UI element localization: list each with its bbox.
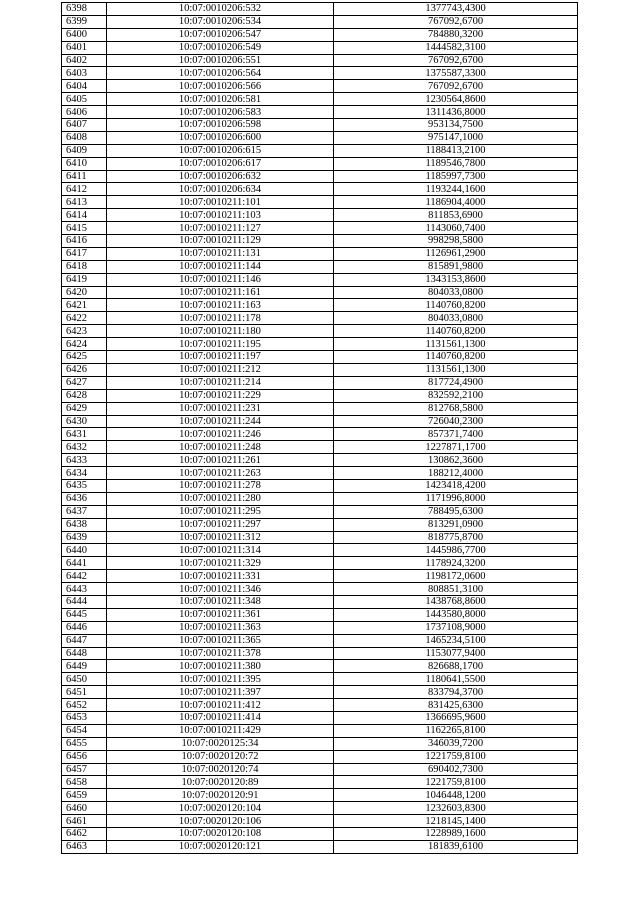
value-cell: 1140760,8200 [334, 325, 578, 338]
value-cell: 808851,3100 [334, 583, 578, 596]
value-cell: 181839,6100 [334, 840, 578, 853]
value-cell: 1443580,8000 [334, 608, 578, 621]
value-cell: 767092,6700 [334, 15, 578, 28]
row-number-cell: 6399 [62, 15, 107, 28]
cadastral-number-cell: 10:07:0010211:412 [107, 699, 334, 712]
cadastral-number-cell: 10:07:0010211:378 [107, 647, 334, 660]
row-number-cell: 6415 [62, 222, 107, 235]
cadastral-number-cell: 10:07:0010206:615 [107, 144, 334, 157]
cadastral-number-cell: 10:07:0010211:178 [107, 312, 334, 325]
table-row [62, 570, 578, 583]
cadastral-number-cell: 10:07:0010206:566 [107, 80, 334, 93]
cadastral-number-cell: 10:07:0010211:261 [107, 454, 334, 467]
cadastral-number-cell: 10:07:0010206:600 [107, 131, 334, 144]
value-cell: 767092,6700 [334, 80, 578, 93]
value-cell: 813291,0900 [334, 518, 578, 531]
table-row [62, 660, 578, 673]
value-cell: 1221759,8100 [334, 776, 578, 789]
value-cell: 130862,3600 [334, 454, 578, 467]
table-row [62, 583, 578, 596]
row-number-cell: 6423 [62, 325, 107, 338]
row-number-cell: 6410 [62, 157, 107, 170]
cadastral-number-cell: 10:07:0020120:91 [107, 789, 334, 802]
value-cell: 1180641,5500 [334, 673, 578, 686]
cadastral-number-cell: 10:07:0020120:104 [107, 802, 334, 815]
cadastral-number-cell: 10:07:0010206:547 [107, 28, 334, 41]
cadastral-number-cell: 10:07:0010211:229 [107, 389, 334, 402]
row-number-cell: 6436 [62, 492, 107, 505]
value-cell: 1131561,1300 [334, 338, 578, 351]
table-row [62, 724, 578, 737]
row-number-cell: 6445 [62, 608, 107, 621]
table-row [62, 183, 578, 196]
row-number-cell: 6402 [62, 54, 107, 67]
row-number-cell: 6435 [62, 479, 107, 492]
cadastral-number-cell: 10:07:0010206:581 [107, 93, 334, 106]
cadastral-number-cell: 10:07:0010211:246 [107, 428, 334, 441]
cadastral-number-cell: 10:07:0010206:598 [107, 119, 334, 132]
value-cell: 826688,1700 [334, 660, 578, 673]
table-row [62, 479, 578, 492]
row-number-cell: 6400 [62, 28, 107, 41]
cadastral-number-cell: 10:07:0010211:144 [107, 260, 334, 273]
value-cell: 1465234,5100 [334, 634, 578, 647]
value-cell: 804033,0800 [334, 312, 578, 325]
cadastral-number-cell: 10:07:0010211:248 [107, 441, 334, 454]
row-number-cell: 6455 [62, 737, 107, 750]
cadastral-number-cell: 10:07:0020120:121 [107, 840, 334, 853]
row-number-cell: 6450 [62, 673, 107, 686]
row-number-cell: 6448 [62, 647, 107, 660]
row-number-cell: 6442 [62, 570, 107, 583]
row-number-cell: 6405 [62, 93, 107, 106]
table-row [62, 492, 578, 505]
cadastral-number-cell: 10:07:0010211:397 [107, 686, 334, 699]
value-cell: 1153077,9400 [334, 647, 578, 660]
value-cell: 1375587,3300 [334, 67, 578, 80]
cadastral-number-cell: 10:07:0010211:163 [107, 299, 334, 312]
row-number-cell: 6432 [62, 441, 107, 454]
row-number-cell: 6412 [62, 183, 107, 196]
value-cell: 975147,1000 [334, 131, 578, 144]
table-row [62, 106, 578, 119]
cadastral-number-cell: 10:07:0020120:72 [107, 750, 334, 763]
value-cell: 1221759,8100 [334, 750, 578, 763]
cadastral-number-cell: 10:07:0010211:414 [107, 711, 334, 724]
cadastral-number-cell: 10:07:0010211:131 [107, 247, 334, 260]
row-number-cell: 6429 [62, 402, 107, 415]
value-cell: 1230564,8600 [334, 93, 578, 106]
cadastral-number-cell: 10:07:0010211:129 [107, 235, 334, 248]
table-row [62, 505, 578, 518]
row-number-cell: 6404 [62, 80, 107, 93]
row-number-cell: 6447 [62, 634, 107, 647]
table-row [62, 3, 578, 16]
row-number-cell: 6406 [62, 106, 107, 119]
value-cell: 784880,3200 [334, 28, 578, 41]
value-cell: 1343153,8600 [334, 273, 578, 286]
cadastral-number-cell: 10:07:0010211:331 [107, 570, 334, 583]
table-row [62, 157, 578, 170]
table-row [62, 15, 578, 28]
row-number-cell: 6431 [62, 428, 107, 441]
table-row [62, 776, 578, 789]
value-cell: 1445986,7700 [334, 544, 578, 557]
table-row [62, 299, 578, 312]
cadastral-number-cell: 10:07:0010211:278 [107, 479, 334, 492]
row-number-cell: 6451 [62, 686, 107, 699]
table-row [62, 763, 578, 776]
row-number-cell: 6443 [62, 583, 107, 596]
row-number-cell: 6407 [62, 119, 107, 132]
row-number-cell: 6463 [62, 840, 107, 853]
row-number-cell: 6427 [62, 376, 107, 389]
value-cell: 1143060,7400 [334, 222, 578, 235]
value-cell: 1227871,1700 [334, 441, 578, 454]
row-number-cell: 6425 [62, 351, 107, 364]
table-row [62, 531, 578, 544]
table-row [62, 338, 578, 351]
cadastral-number-cell: 10:07:0010211:395 [107, 673, 334, 686]
cadastral-number-cell: 10:07:0010206:551 [107, 54, 334, 67]
value-cell: 811853,6900 [334, 209, 578, 222]
table-row [62, 518, 578, 531]
value-cell: 1198172,0600 [334, 570, 578, 583]
row-number-cell: 6438 [62, 518, 107, 531]
table-row [62, 286, 578, 299]
value-cell: 857371,7400 [334, 428, 578, 441]
table-row [62, 28, 578, 41]
table-row [62, 54, 578, 67]
table-row [62, 544, 578, 557]
row-number-cell: 6433 [62, 454, 107, 467]
row-number-cell: 6449 [62, 660, 107, 673]
row-number-cell: 6454 [62, 724, 107, 737]
value-cell: 998298,5800 [334, 235, 578, 248]
table-row [62, 711, 578, 724]
cadastral-number-cell: 10:07:0010211:263 [107, 467, 334, 480]
cadastral-number-cell: 10:07:0010211:231 [107, 402, 334, 415]
row-number-cell: 6459 [62, 789, 107, 802]
value-cell: 1377743,4300 [334, 3, 578, 16]
row-number-cell: 6422 [62, 312, 107, 325]
cadastral-number-cell: 10:07:0010211:212 [107, 363, 334, 376]
value-cell: 1228989,1600 [334, 828, 578, 841]
row-number-cell: 6457 [62, 763, 107, 776]
value-cell: 1444582,3100 [334, 41, 578, 54]
table-row [62, 802, 578, 815]
row-number-cell: 6456 [62, 750, 107, 763]
table-row [62, 815, 578, 828]
table-row [62, 686, 578, 699]
table-row [62, 789, 578, 802]
row-number-cell: 6428 [62, 389, 107, 402]
table-row [62, 41, 578, 54]
cadastral-number-cell: 10:07:0010206:549 [107, 41, 334, 54]
row-number-cell: 6452 [62, 699, 107, 712]
cadastral-number-cell: 10:07:0020120:74 [107, 763, 334, 776]
table-body [62, 3, 578, 854]
cadastral-number-cell: 10:07:0010211:197 [107, 351, 334, 364]
cadastral-number-cell: 10:07:0020120:106 [107, 815, 334, 828]
table-row [62, 415, 578, 428]
row-number-cell: 6413 [62, 196, 107, 209]
value-cell: 1189546,7800 [334, 157, 578, 170]
row-number-cell: 6461 [62, 815, 107, 828]
table-row [62, 119, 578, 132]
table-row [62, 144, 578, 157]
cadastral-number-cell: 10:07:0010211:295 [107, 505, 334, 518]
table-row [62, 67, 578, 80]
row-number-cell: 6426 [62, 363, 107, 376]
value-cell: 1140760,8200 [334, 299, 578, 312]
value-cell: 346039,7200 [334, 737, 578, 750]
cadastral-value-table [61, 2, 578, 854]
cadastral-number-cell: 10:07:0010211:101 [107, 196, 334, 209]
table-row [62, 363, 578, 376]
table-row [62, 402, 578, 415]
row-number-cell: 6417 [62, 247, 107, 260]
row-number-cell: 6424 [62, 338, 107, 351]
row-number-cell: 6421 [62, 299, 107, 312]
row-number-cell: 6439 [62, 531, 107, 544]
cadastral-number-cell: 10:07:0010211:195 [107, 338, 334, 351]
value-cell: 1131561,1300 [334, 363, 578, 376]
cadastral-number-cell: 10:07:0010211:363 [107, 621, 334, 634]
table-row [62, 608, 578, 621]
value-cell: 1232603,8300 [334, 802, 578, 815]
table-row [62, 131, 578, 144]
value-cell: 188212,4000 [334, 467, 578, 480]
row-number-cell: 6453 [62, 711, 107, 724]
row-number-cell: 6434 [62, 467, 107, 480]
value-cell: 1737108,9000 [334, 621, 578, 634]
row-number-cell: 6401 [62, 41, 107, 54]
value-cell: 767092,6700 [334, 54, 578, 67]
cadastral-number-cell: 10:07:0010206:617 [107, 157, 334, 170]
table-row [62, 828, 578, 841]
table-row [62, 737, 578, 750]
value-cell: 1171996,8000 [334, 492, 578, 505]
value-cell: 1438768,8600 [334, 595, 578, 608]
cadastral-number-cell: 10:07:0010211:361 [107, 608, 334, 621]
row-number-cell: 6418 [62, 260, 107, 273]
row-number-cell: 6403 [62, 67, 107, 80]
value-cell: 1193244,1600 [334, 183, 578, 196]
cadastral-number-cell: 10:07:0010206:632 [107, 170, 334, 183]
row-number-cell: 6409 [62, 144, 107, 157]
cadastral-number-cell: 10:07:0010206:634 [107, 183, 334, 196]
value-cell: 953134,7500 [334, 119, 578, 132]
table-row [62, 247, 578, 260]
cadastral-number-cell: 10:07:0010211:297 [107, 518, 334, 531]
table-row [62, 389, 578, 402]
table-row [62, 428, 578, 441]
row-number-cell: 6414 [62, 209, 107, 222]
table-row [62, 273, 578, 286]
cadastral-number-cell: 10:07:0010211:103 [107, 209, 334, 222]
cadastral-number-cell: 10:07:0010206:564 [107, 67, 334, 80]
cadastral-number-cell: 10:07:0020125:34 [107, 737, 334, 750]
table-row [62, 647, 578, 660]
table-row [62, 673, 578, 686]
value-cell: 1185997,7300 [334, 170, 578, 183]
row-number-cell: 6419 [62, 273, 107, 286]
value-cell: 1311436,8000 [334, 106, 578, 119]
table-row [62, 93, 578, 106]
cadastral-number-cell: 10:07:0010211:380 [107, 660, 334, 673]
cadastral-number-cell: 10:07:0010211:329 [107, 557, 334, 570]
cadastral-number-cell: 10:07:0010211:348 [107, 595, 334, 608]
table-row [62, 441, 578, 454]
value-cell: 690402,7300 [334, 763, 578, 776]
value-cell: 815891,9800 [334, 260, 578, 273]
value-cell: 1162265,8100 [334, 724, 578, 737]
table-row [62, 376, 578, 389]
value-cell: 832592,2100 [334, 389, 578, 402]
row-number-cell: 6437 [62, 505, 107, 518]
cadastral-number-cell: 10:07:0010211:365 [107, 634, 334, 647]
cadastral-number-cell: 10:07:0010206:532 [107, 3, 334, 16]
row-number-cell: 6441 [62, 557, 107, 570]
value-cell: 1423418,4200 [334, 479, 578, 492]
cadastral-number-cell: 10:07:0010211:161 [107, 286, 334, 299]
cadastral-number-cell: 10:07:0010211:214 [107, 376, 334, 389]
value-cell: 818775,8700 [334, 531, 578, 544]
table-row [62, 840, 578, 853]
table-row [62, 170, 578, 183]
cadastral-number-cell: 10:07:0020120:89 [107, 776, 334, 789]
value-cell: 1366695,9600 [334, 711, 578, 724]
value-cell: 1188413,2100 [334, 144, 578, 157]
value-cell: 1178924,3200 [334, 557, 578, 570]
value-cell: 726040,2300 [334, 415, 578, 428]
cadastral-number-cell: 10:07:0010206:534 [107, 15, 334, 28]
cadastral-number-cell: 10:07:0010211:280 [107, 492, 334, 505]
value-cell: 831425,6300 [334, 699, 578, 712]
table-row [62, 196, 578, 209]
table-row [62, 750, 578, 763]
table-row [62, 80, 578, 93]
table-row [62, 351, 578, 364]
table-row [62, 209, 578, 222]
table-row [62, 260, 578, 273]
value-cell: 1046448,1200 [334, 789, 578, 802]
cadastral-number-cell: 10:07:0010211:146 [107, 273, 334, 286]
table-row [62, 325, 578, 338]
row-number-cell: 6430 [62, 415, 107, 428]
table-row [62, 222, 578, 235]
value-cell: 788495,6300 [334, 505, 578, 518]
value-cell: 817724,4900 [334, 376, 578, 389]
cadastral-number-cell: 10:07:0010211:429 [107, 724, 334, 737]
table-row [62, 454, 578, 467]
row-number-cell: 6416 [62, 235, 107, 248]
row-number-cell: 6460 [62, 802, 107, 815]
table-row [62, 467, 578, 480]
value-cell: 1186904,4000 [334, 196, 578, 209]
cadastral-number-cell: 10:07:0010211:180 [107, 325, 334, 338]
table-row [62, 634, 578, 647]
table-row [62, 621, 578, 634]
value-cell: 812768,5800 [334, 402, 578, 415]
cadastral-number-cell: 10:07:0020120:108 [107, 828, 334, 841]
row-number-cell: 6444 [62, 595, 107, 608]
row-number-cell: 6458 [62, 776, 107, 789]
table-row [62, 557, 578, 570]
cadastral-number-cell: 10:07:0010211:244 [107, 415, 334, 428]
row-number-cell: 6446 [62, 621, 107, 634]
cadastral-number-cell: 10:07:0010211:314 [107, 544, 334, 557]
row-number-cell: 6440 [62, 544, 107, 557]
value-cell: 1140760,8200 [334, 351, 578, 364]
table-row [62, 235, 578, 248]
row-number-cell: 6420 [62, 286, 107, 299]
cadastral-number-cell: 10:07:0010211:346 [107, 583, 334, 596]
row-number-cell: 6462 [62, 828, 107, 841]
cadastral-number-cell: 10:07:0010211:312 [107, 531, 334, 544]
value-cell: 804033,0800 [334, 286, 578, 299]
row-number-cell: 6398 [62, 3, 107, 16]
cadastral-number-cell: 10:07:0010206:583 [107, 106, 334, 119]
value-cell: 1126961,2900 [334, 247, 578, 260]
value-cell: 833794,3700 [334, 686, 578, 699]
table-row [62, 312, 578, 325]
cadastral-number-cell: 10:07:0010211:127 [107, 222, 334, 235]
row-number-cell: 6411 [62, 170, 107, 183]
value-cell: 1218145,1400 [334, 815, 578, 828]
table-row [62, 595, 578, 608]
table-row [62, 699, 578, 712]
row-number-cell: 6408 [62, 131, 107, 144]
